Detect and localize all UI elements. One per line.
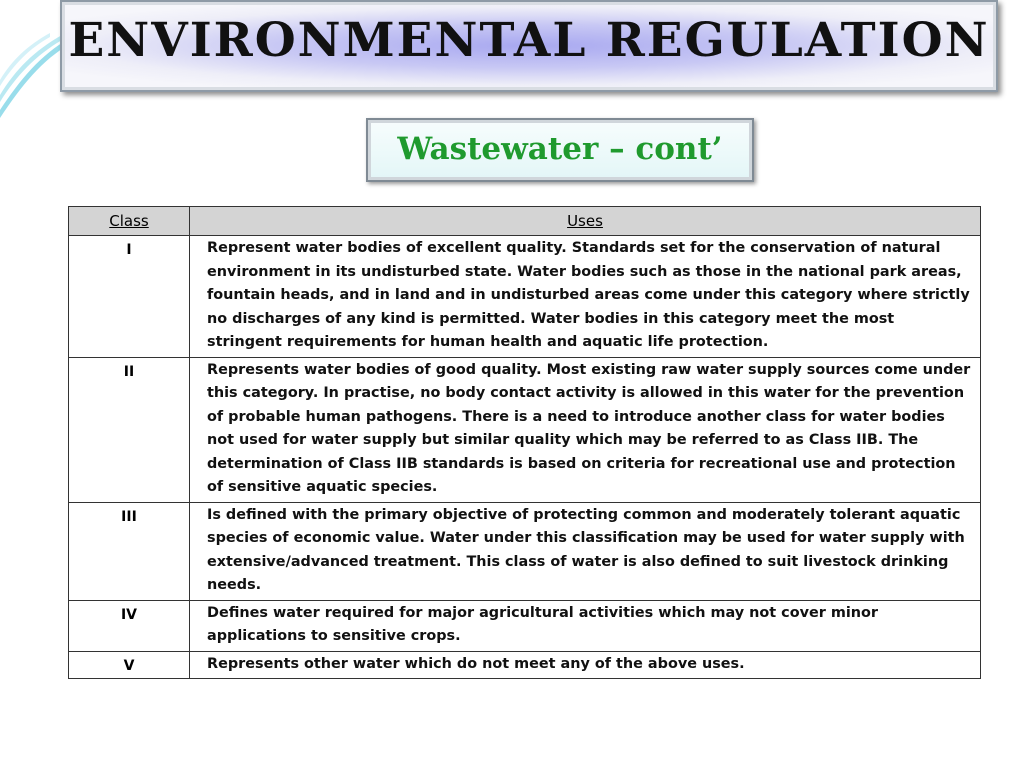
uses-cell: Is defined with the primary objective of protecting common and moderately tolerant aquatic species of economic value. Water under this classification may be used for water supply with extensive/advanced treatment. This class of water is also defined to suit livestock drinking needs. [190,502,981,600]
table-row [69,651,981,679]
table-row [69,600,981,651]
page-title: ENVIRONMENTAL REGULATION [68,12,990,68]
uses-cell: Defines water required for major agricultural activities which may not cover minor applications to sensitive crops. [190,600,981,651]
column-header-class: Class [69,207,190,236]
title-banner [60,0,998,92]
water-class-table [68,206,981,679]
table-row [69,357,981,502]
table-row [69,502,981,600]
class-cell: IV [69,600,190,651]
uses-cell: Represent water bodies of excellent quality. Standards set for the conservation of natural environment in its undisturbed state. Water bodies such as those in the national park areas, fountain heads, and in land and in undisturbed areas come under this category where strictly no discharges of any kind is permitted. Water bodies in this category meet the most stringent requirements for human health and aquatic life protection. [190,236,981,358]
subtitle-banner [366,118,754,182]
class-cell: II [69,357,190,502]
class-cell: III [69,502,190,600]
page-subtitle: Wastewater – cont’ [397,131,723,167]
table-header-row [69,207,981,236]
class-cell: V [69,651,190,679]
class-cell: I [69,236,190,358]
uses-cell: Represents water bodies of good quality. Most existing raw water supply sources come under this category. In practise, no body contact activity is allowed in this water for the prevention of probable human pathogens. There is a need to introduce another class for water bodies not used for water supply but similar quality which may be referred to as Class IIB. The determination of Class IIB standards is based on criteria for recreational use and protection of sensitive aquatic species. [190,357,981,502]
table-row [69,236,981,358]
uses-cell: Represents other water which do not meet any of the above uses. [190,651,981,679]
column-header-uses: Uses [190,207,981,236]
